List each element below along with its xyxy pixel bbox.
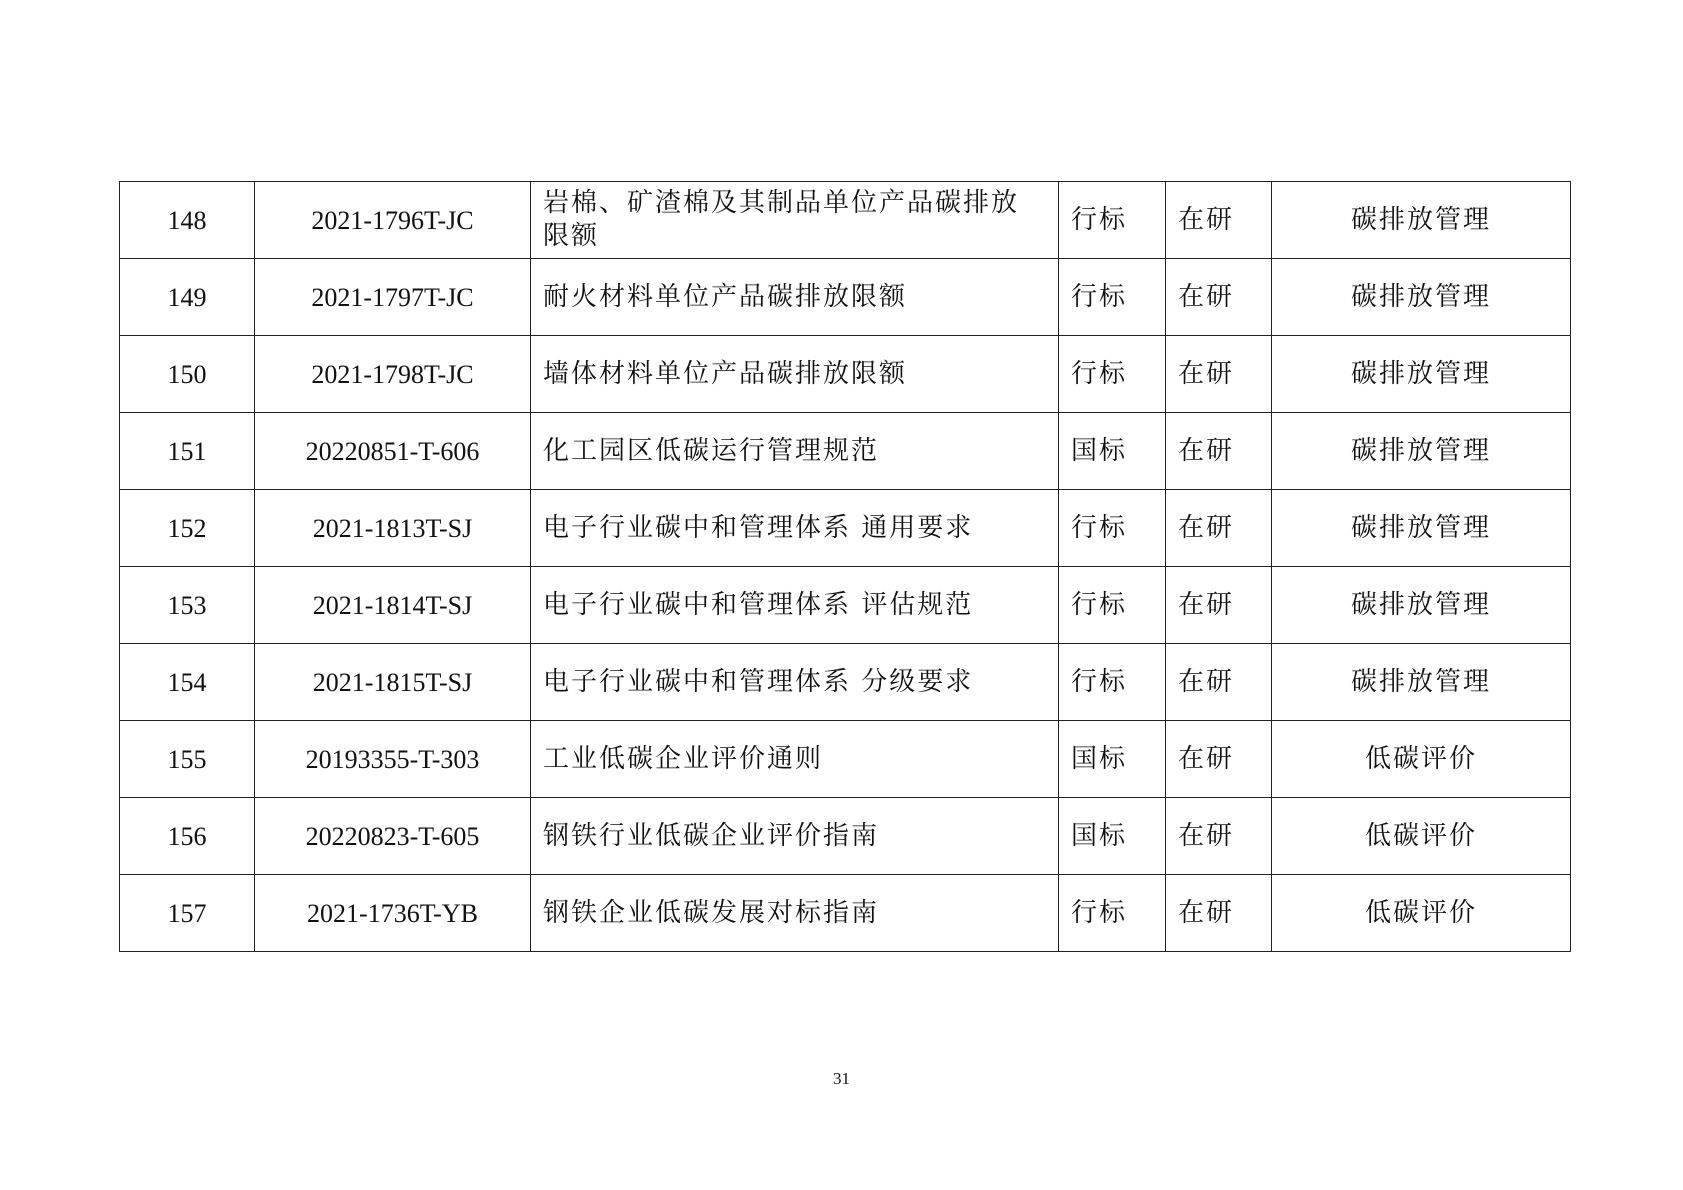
table-row [120,644,1571,721]
table-row [120,413,1571,490]
standard-category: 碳排放管理 [1272,259,1571,336]
standard-code: 2021-1736T-YB [255,875,531,952]
table-row [120,182,1571,259]
standard-status: 在研 [1166,798,1272,875]
row-number: 157 [120,875,255,952]
standard-name: 墙体材料单位产品碳排放限额 [531,336,1059,413]
standard-status: 在研 [1166,182,1272,259]
standard-status: 在研 [1166,644,1272,721]
standard-status: 在研 [1166,875,1272,952]
standard-category: 碳排放管理 [1272,336,1571,413]
standard-code: 20193355-T-303 [255,721,531,798]
standard-code: 20220823-T-605 [255,798,531,875]
row-number: 156 [120,798,255,875]
standard-category: 低碳评价 [1272,798,1571,875]
standard-name: 工业低碳企业评价通则 [531,721,1059,798]
standard-status: 在研 [1166,413,1272,490]
standard-type: 行标 [1059,567,1166,644]
standard-type: 国标 [1059,798,1166,875]
page-number: 31 [833,1069,850,1088]
standard-name: 耐火材料单位产品碳排放限额 [531,259,1059,336]
standard-code: 2021-1796T-JC [255,182,531,259]
standards-table [119,181,1571,952]
standard-name: 岩棉、矿渣棉及其制品单位产品碳排放限额 [531,182,1059,259]
row-number: 153 [120,567,255,644]
standard-name: 钢铁企业低碳发展对标指南 [531,875,1059,952]
standard-category: 碳排放管理 [1272,413,1571,490]
table-row [120,259,1571,336]
standard-type: 行标 [1059,336,1166,413]
table-row [120,336,1571,413]
standard-type: 行标 [1059,259,1166,336]
standard-status: 在研 [1166,259,1272,336]
standard-code: 2021-1815T-SJ [255,644,531,721]
row-number: 149 [120,259,255,336]
standard-type: 国标 [1059,721,1166,798]
row-number: 152 [120,490,255,567]
standard-category: 低碳评价 [1272,875,1571,952]
standard-code: 2021-1798T-JC [255,336,531,413]
standard-code: 2021-1814T-SJ [255,567,531,644]
standard-name: 电子行业碳中和管理体系 通用要求 [531,490,1059,567]
standard-code: 20220851-T-606 [255,413,531,490]
standard-status: 在研 [1166,721,1272,798]
table-row [120,567,1571,644]
standard-category: 碳排放管理 [1272,567,1571,644]
standard-type: 国标 [1059,413,1166,490]
standard-category: 碳排放管理 [1272,490,1571,567]
standard-type: 行标 [1059,875,1166,952]
table-row [120,721,1571,798]
table-row [120,490,1571,567]
standard-type: 行标 [1059,490,1166,567]
standard-name: 化工园区低碳运行管理规范 [531,413,1059,490]
standard-code: 2021-1813T-SJ [255,490,531,567]
standard-status: 在研 [1166,336,1272,413]
standard-category: 碳排放管理 [1272,644,1571,721]
row-number: 155 [120,721,255,798]
standard-name: 电子行业碳中和管理体系 分级要求 [531,644,1059,721]
standard-status: 在研 [1166,490,1272,567]
standard-category: 低碳评价 [1272,721,1571,798]
row-number: 151 [120,413,255,490]
table-row [120,798,1571,875]
standard-type: 行标 [1059,644,1166,721]
standard-category: 碳排放管理 [1272,182,1571,259]
row-number: 154 [120,644,255,721]
table-row [120,875,1571,952]
standard-type: 行标 [1059,182,1166,259]
row-number: 150 [120,336,255,413]
standard-status: 在研 [1166,567,1272,644]
row-number: 148 [120,182,255,259]
standard-name: 电子行业碳中和管理体系 评估规范 [531,567,1059,644]
standard-code: 2021-1797T-JC [255,259,531,336]
standard-name: 钢铁行业低碳企业评价指南 [531,798,1059,875]
